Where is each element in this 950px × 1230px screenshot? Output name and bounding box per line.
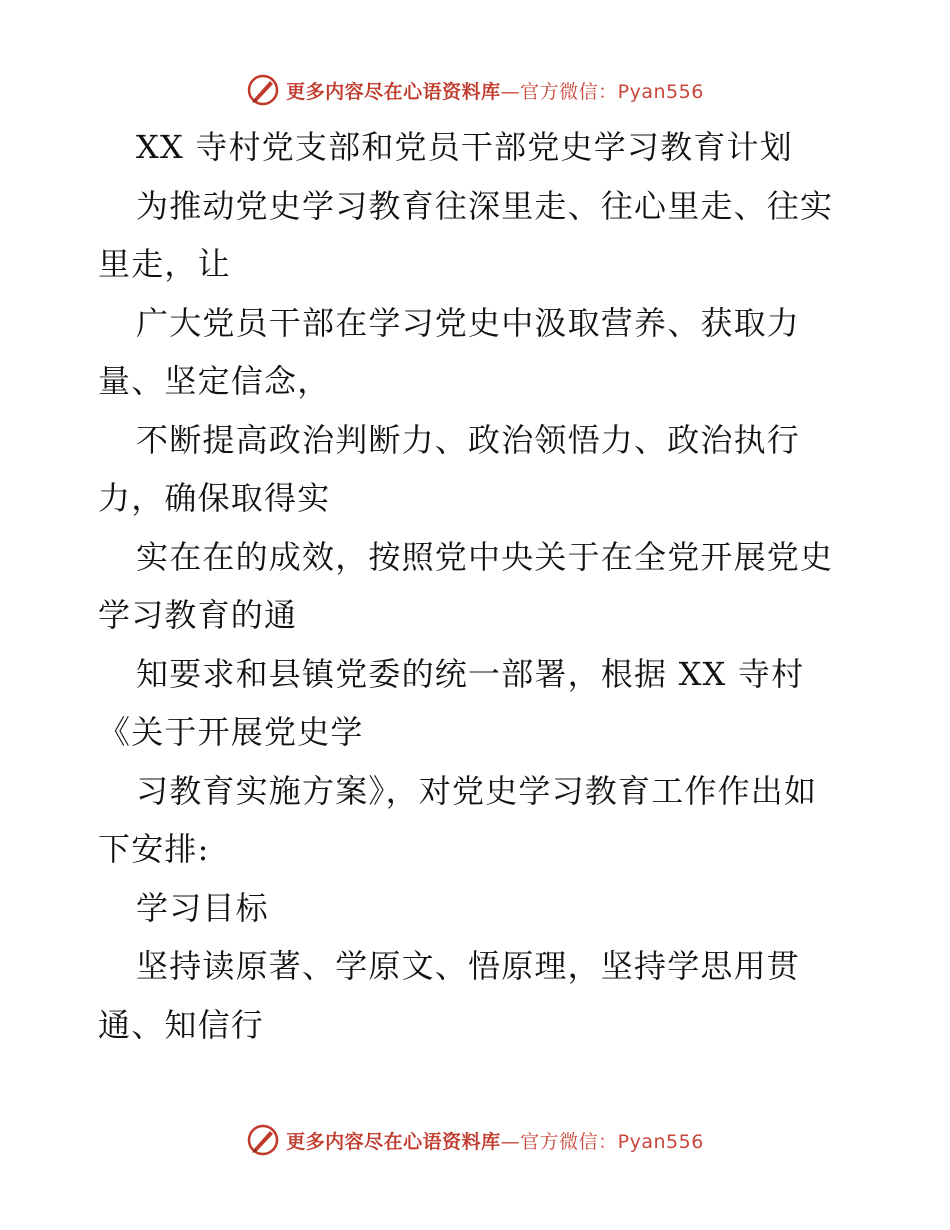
document-body — [98, 118, 858, 1054]
document-line: 下安排: — [98, 830, 210, 868]
document-line: 为推动党史学习教育往深里走、往心里走、往实 — [136, 186, 834, 225]
document-line: 不断提高政治判断力、政治领悟力、政治执行 — [136, 420, 801, 459]
document-line: 知要求和县镇党委的统一部署，根据 XX 寺村 — [136, 654, 805, 693]
footer-banner — [0, 1120, 950, 1160]
document-line: 里走，让 — [98, 245, 231, 283]
header-banner-text — [286, 77, 704, 104]
footer-banner-main: 更多内容尽在心语资料库 — [286, 1130, 501, 1153]
document-line: 实在在的成效，按照党中央关于在全党开展党史 — [136, 537, 834, 576]
document-line: 量、坚定信念， — [98, 362, 331, 400]
document-line: 《关于开展党史学 — [98, 713, 364, 751]
footer-banner-separator: — — [500, 1130, 521, 1153]
document-line: 坚持读原著、学原文、悟原理，坚持学思用贯 — [136, 947, 801, 985]
footer-banner-wechat: 官方微信：Pyan556 — [520, 1130, 704, 1153]
header-banner-separator: — — [500, 80, 521, 103]
header-banner — [0, 70, 950, 110]
header-banner-wechat: 官方微信：Pyan556 — [520, 80, 704, 103]
document-line: 习教育实施方案》，对党史学习教育工作作出如 — [136, 771, 818, 810]
document-line: XX 寺村党支部和党员干部党史学习教育计划 — [136, 128, 793, 166]
document-line: 力，确保取得实 — [98, 479, 331, 517]
footer-banner-text — [286, 1127, 704, 1154]
document-line: 广大党员干部在学习党史中汲取营养、获取力 — [136, 303, 801, 342]
quill-pen-circle-icon — [246, 1123, 280, 1157]
document-line: 学习教育的通 — [98, 596, 298, 634]
quill-pen-circle-icon — [246, 73, 280, 107]
header-banner-main: 更多内容尽在心语资料库 — [286, 80, 501, 103]
document-line: 学习目标 — [136, 888, 269, 927]
document-line: 通、知信行 — [98, 1005, 265, 1044]
